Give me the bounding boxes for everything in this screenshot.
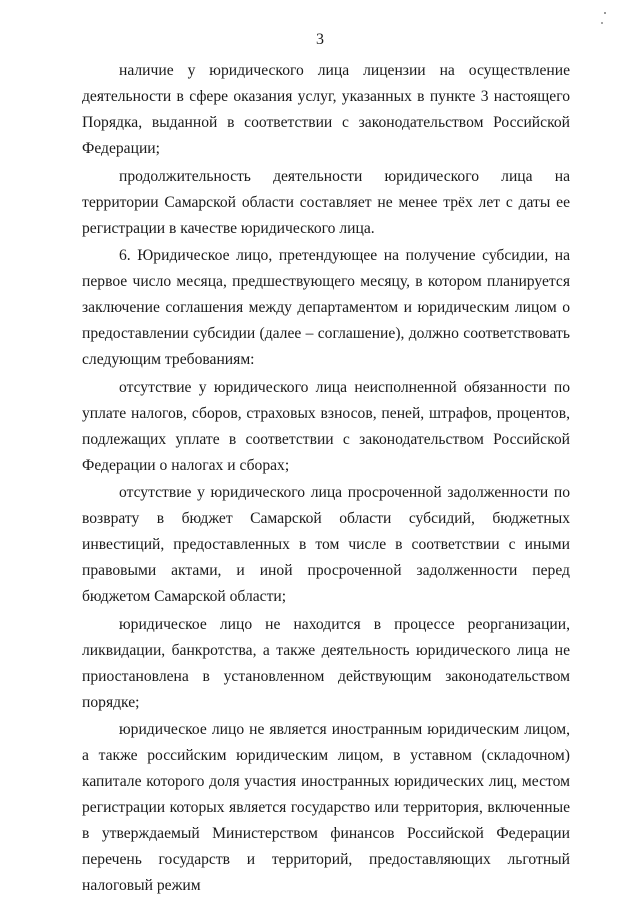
paragraph-license: наличие у юридического лица лицензии на осуществление деятельности в сфере оказания услуг, указанных в пункте 3 настоящего Порядка, выданной в соответствии с законодательством Российской Федерации; (82, 62, 570, 157)
paragraph-no-budget-debt: отсутствие у юридического лица просроченной задолженности по возврату в бюджет Самарской области субсидий, бюджетных инвестиций, предоставленных в том числе в соответствии с иными правовыми актами, и иной просроченной задолженности перед бюджетом Самарской области; (82, 484, 570, 605)
paragraph-section-6: 6. Юридическое лицо, претендующее на получение субсидии, на первое число месяца, предшествующего месяцу, в котором планируется заключение соглашения между департаментом и юридическим лицом о предоставлении субсидии (далее – соглашение), должно соответствовать следующим требованиям: (82, 247, 570, 368)
paragraph-no-tax-debt: отсутствие у юридического лица неисполненной обязанности по уплате налогов, сборов, страховых взносов, пеней, штрафов, процентов, подлежащих уплате в соответствии с законодательством Российской Федерации о налогах и сборах; (82, 378, 570, 474)
paragraph-no-reorganization: юридическое лицо не находится в процессе реорганизации, ликвидации, банкротства, а также деятельность юридического лица не приостановлена в установленном действующим законодательством порядке; (82, 615, 570, 711)
paragraph-not-foreign: юридическое лицо не является иностранным юридическим лицом, а также российским юридическим лицом, в уставном (складочном) капитале которого доля участия иностранных юридических лиц, местом регистрации которых является государство или территория, включенные в утверждаемый Министерством финансов Российской Федерации перечень государств и территорий, предоставляющих льготный налоговый режим (82, 721, 570, 894)
page-number: 3 (316, 31, 324, 48)
scan-speck (601, 22, 603, 24)
paragraph-duration: продолжительность деятельности юридического лица на территории Самарской области составляет не менее трёх лет с даты ее регистрации в качестве юридического лица. (82, 167, 570, 237)
scan-speck (604, 12, 606, 14)
document-body (82, 58, 570, 901)
